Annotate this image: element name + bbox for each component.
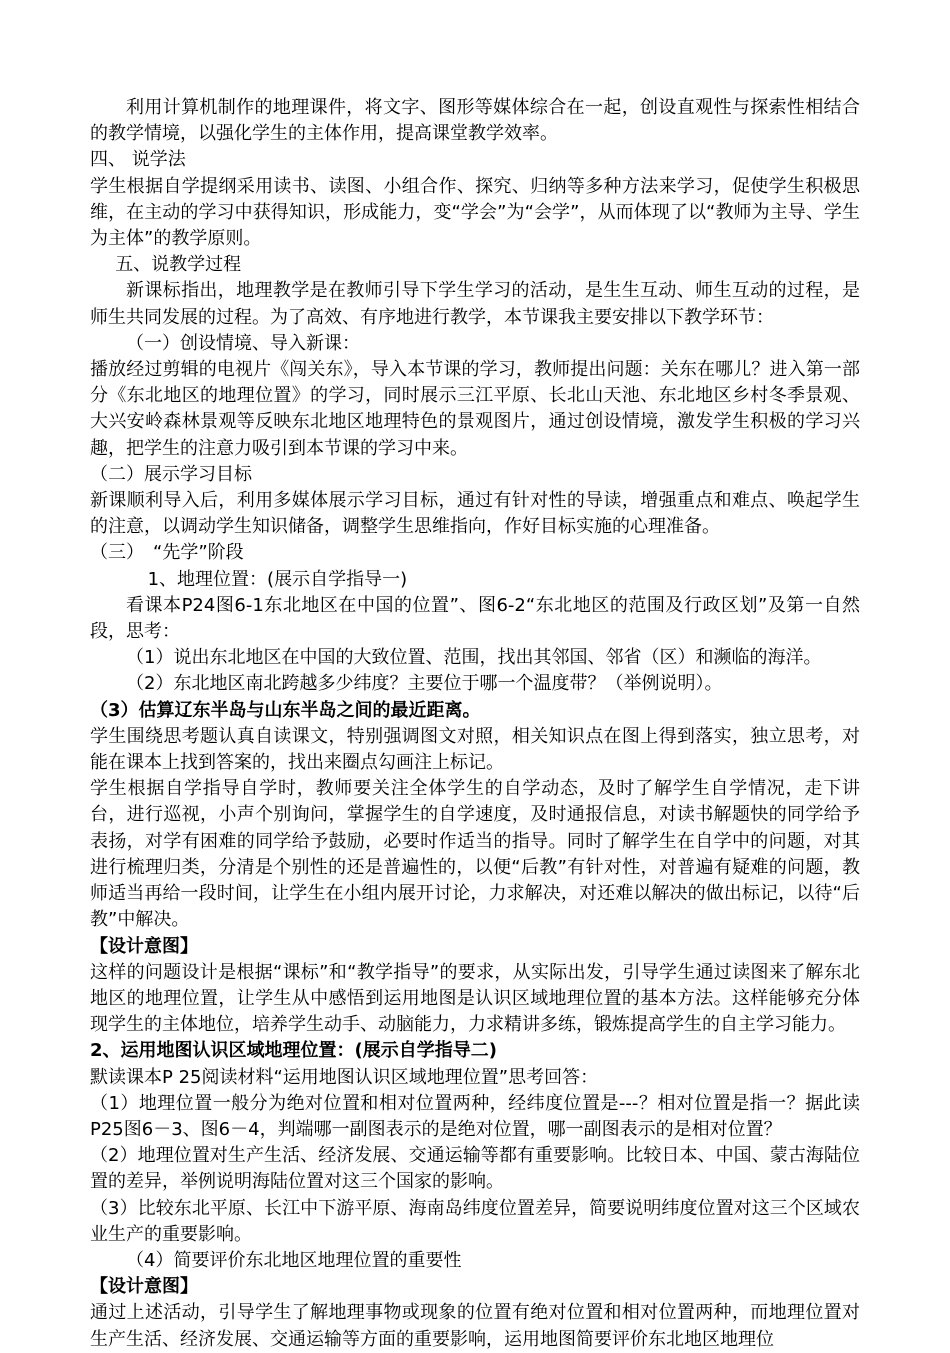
heading-teaching-process: 五、说教学过程 bbox=[115, 254, 242, 276]
paragraph-guide-two-instructions: 默读课本P 25阅读材料“运用地图认识区域地理位置”思考回答： bbox=[90, 1066, 599, 1088]
heading-design-intent-2: 【设计意图】 bbox=[90, 1276, 198, 1298]
paragraph-step-two: 新课顺利导入后，利用多媒体展示学习目标，通过有针对性的导读，增强重点和难点、唤起学生的注意，以调动学生知识储备，调整学生思维指向，作好目标实施的心理准备。 bbox=[90, 490, 860, 538]
paragraph-step-one: 播放经过剪辑的电视片《闯关东》，导入本节课的学习，教师提出问题：关东在哪儿？进入第一部分《东北地区的地理位置》的学习，同时展示三江平原、长北山天池、东北地区乡村冬季景观、大兴安岭森林景观等反映东北地区地理特色的景观图片，通过创设情境，激发学生积极的学习兴趣，把学生的注意力吸引到本节课的学习中来。 bbox=[90, 359, 860, 459]
question-guide-two-4: （4）简要评价东北地区地理位置的重要性 bbox=[126, 1249, 462, 1271]
paragraph-self-study: 学生围绕思考题认真自读课文，特别强调图文对照，相关知识点在图上得到落实，独立思考，对能在课本上找到答案的，找出来圈点勾画注上标记。 bbox=[90, 725, 860, 774]
heading-design-intent-1: 【设计意图】 bbox=[90, 935, 198, 957]
paragraph-guide-one-instructions: 看课本P24图6-1东北地区在中国的位置”、图6-2“东北地区的范围及行政区划”及第一自然段，思考： bbox=[90, 594, 860, 643]
question-three: （3）估算辽东半岛与山东半岛之间的最近距离。 bbox=[90, 699, 481, 721]
paragraph-design-intent-2: 通过上述活动，引导学生了解地理事物或现象的位置有绝对位置和相对位置两种，而地理位置对生产生活、经济发展、交通运输等方面的重要影响，运用地图简要评价东北地区地理位 bbox=[90, 1302, 860, 1350]
heading-step-two: （二）展示学习目标 bbox=[90, 463, 252, 485]
paragraph-design-intent-1: 这样的问题设计是根据“课标”和“教学指导”的要求，从实际出发，引导学生通过读图来了解东北地区的地理位置，让学生从中感悟到运用地图是认识区域地理位置的基本方法。这样能够充分体现学生的主体地位，培养学生动手、动脑能力，力求精讲多练，锻炼提高学生的自主学习能力。 bbox=[90, 961, 860, 1036]
question-guide-two-2: （2）地理位置对生产生活、经济发展、交通运输等都有重要影响。比较日本、中国、蒙古海陆位置的差异，举例说明海陆位置对这三个国家的影响。 bbox=[90, 1145, 860, 1193]
question-guide-two-1: （1）地理位置一般分为绝对位置和相对位置两种，经纬度位置是---？相对位置是指一？据此读P25图6－3、图6－4，判端哪一副图表示的是绝对位置，哪一副图表示的是相对位置？ bbox=[90, 1092, 860, 1140]
heading-step-three: （三） “先学”阶段 bbox=[90, 542, 244, 564]
heading-step-one: （一）创设情境、导入新课： bbox=[126, 332, 360, 354]
paragraph-courseware-intro: 利用计算机制作的地理课件，将文字、图形等媒体综合在一起，创设直观性与探索性相结合的教学情境，以强化学生的主体作用，提高课堂教学效率。 bbox=[90, 97, 860, 145]
heading-learning-methods: 四、 说学法 bbox=[90, 149, 186, 171]
paragraph-learning-methods: 学生根据自学提纲采用读书、读图、小组合作、探究、归纳等多种方法来学习，促使学生积极思维，在主动的学习中获得知识，形成能力，变“学会”为“会学”，从而体现了以“教师为主导、学生为主体”的教学原则。 bbox=[90, 175, 860, 250]
document-page bbox=[90, 95, 860, 1353]
question-two: （2）东北地区南北跨越多少纬度？主要位于哪一个温度带？（举例说明）。 bbox=[126, 673, 723, 695]
heading-guide-two: 2、运用地图认识区域地理位置：(展示自学指导二) bbox=[90, 1040, 497, 1062]
heading-guide-one: 1、地理位置：(展示自学指导一) bbox=[147, 568, 408, 590]
question-one: （1）说出东北地区在中国的大致位置、范围，找出其邻国、邻省（区）和濒临的海洋。 bbox=[126, 647, 822, 669]
question-guide-two-3: （3）比较东北平原、长江中下游平原、海南岛纬度位置差异，简要说明纬度位置对这三个区域农业生产的重要影响。 bbox=[90, 1197, 860, 1245]
paragraph-teacher-role: 学生根据自学指导自学时，教师要关注全体学生的自学动态，及时了解学生自学情况，走下讲台，进行巡视，小声个别询问，掌握学生的自学速度，及时通报信息，对读书解题快的同学给予表扬，对学有困难的同学给予鼓励，必要时作适当的指导。同时了解学生在自学中的问题，对其进行梳理归类，分清是个别性的还是普遍性的，以便“后教”有针对性，对普遍有疑难的问题，教师适当再给一段时间，让学生在小组内展开讨论，力求解决，对还难以解决的做出标记，以待“后教”中解决。 bbox=[90, 778, 860, 931]
paragraph-teaching-process: 新课标指出，地理教学是在教师引导下学生学习的活动，是生生互动、师生互动的过程，是师生共同发展的过程。为了高效、有序地进行教学，本节课我主要安排以下教学环节： bbox=[90, 280, 860, 328]
